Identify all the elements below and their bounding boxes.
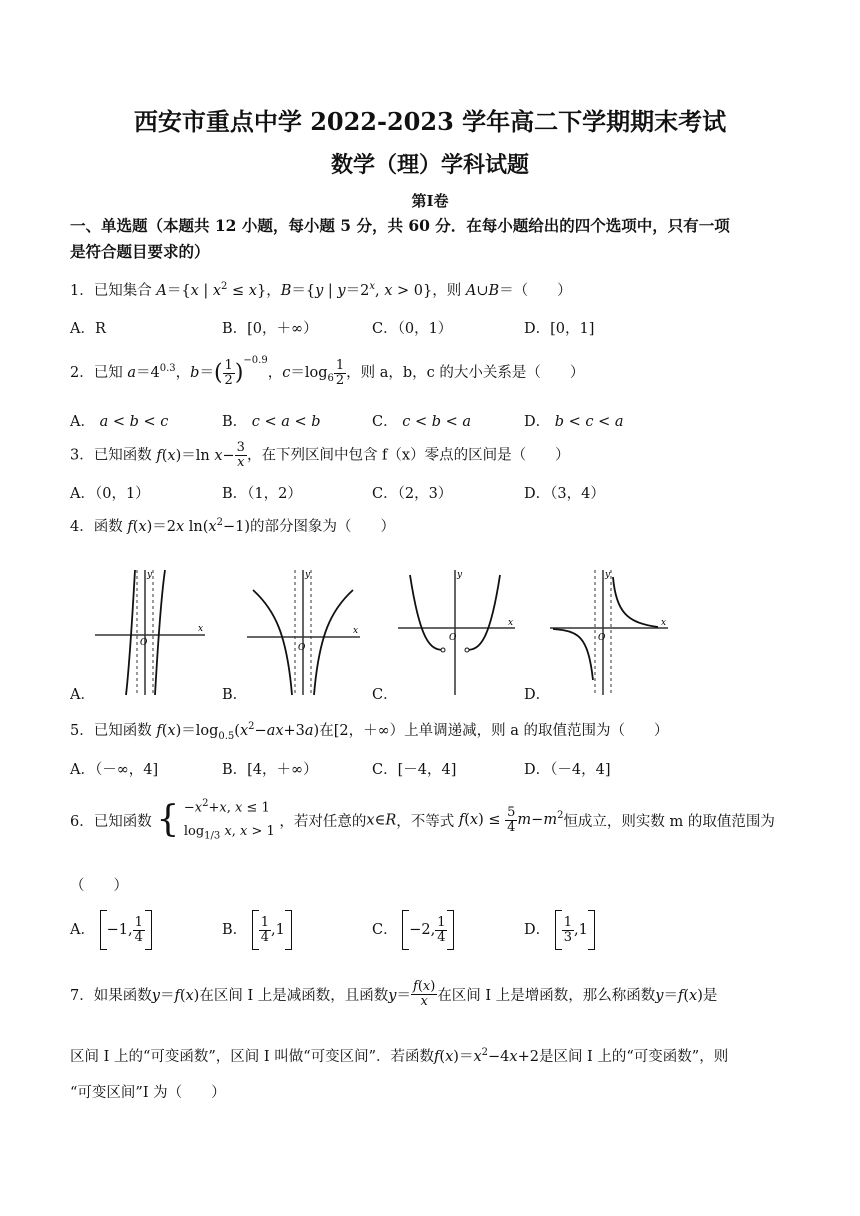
svg-text:x: x [198, 624, 204, 634]
question-7-line1: 7．如果函数y＝f(x)在区间 I 上是减函数，且函数y＝ $\frac{f(x)}{x}$ 在区间 I 上是增函数，那么称函数y＝f(x)是 [70, 979, 718, 1009]
question-7-line3: “可变区间”I 为（ ） [70, 1085, 226, 1101]
q3-option-d: D．（3，4） [524, 486, 605, 502]
section-heading-line1: 一、单选题（本题共 12 小题，每小题 5 分，共 60 分．在每小题给出的四个选项中，只有一项 [70, 216, 730, 235]
q6-paren: （ ） [70, 878, 128, 894]
page-subtitle: 数学（理）学科试题 [330, 152, 529, 178]
q6-option-c: C． −2, $\frac{1}{4}$ [372, 910, 454, 950]
svg-text:O: O [598, 633, 606, 643]
question-5: 5．已知函数 $f(x)=\log_{0.5}(x^2-ax+3a)$在[2，＋∞）上单调递减，则 a 的取值范围为（ ） [70, 721, 669, 742]
q1-option-b: B．[0，＋∞） [222, 321, 318, 337]
q3-option-b: B．（1，2） [222, 486, 302, 502]
q1-option-c: C．（0，1） [372, 321, 453, 337]
q1-option-a: A．R [70, 321, 106, 337]
svg-text:O: O [140, 638, 148, 648]
section-heading-line2: 是符合题目要求的） [70, 242, 210, 261]
svg-text:y: y [147, 570, 153, 580]
svg-text:x: x [353, 626, 359, 636]
question-2: 2．已知 $a=4^{0.3}$，b＝( $\frac{1}{2}$ )$^{-0.9}$，$c=\log_6$ $\frac{1}{2}$ ，则 a，b，c 的大小关系是（ ） [70, 355, 585, 388]
question-7-line2: 区间 I 上的“可变函数”，区间 I 叫做“可变区间”．若函数$f(x)=x^2-4x+2$是区间 I 上的“可变函数”，则 [70, 1047, 729, 1065]
page-title: 西安市重点中学 2022-2023 学年高二下学期期末考试 [133, 107, 727, 136]
q3-option-c: C．（2，3） [372, 486, 453, 502]
q6-option-a: A． −1, $\frac{1}{4}$ [70, 910, 152, 950]
svg-text:x: x [661, 618, 667, 628]
svg-text:y: y [457, 570, 463, 580]
q2-option-b: B． c < a < b [222, 414, 321, 430]
question-1: 1．已知集合 A＝{x | $x^2 \le x$}，B＝{y | $y=2^x$, x > 0}，则 A∪B＝（ ） [70, 281, 572, 299]
q4-option-c: C． [372, 687, 398, 703]
q6-option-d: D． $\frac{1}{3}$ ,1 [524, 910, 595, 950]
question-6: 6．已知函数 { $-x^2+x$, x ≤ 1 $\log_{1/3} x$, x > 1 ，若对任意的x∈R，不等式 f(x) ≤ $\frac{5}{4}$ $m-m^2$恒成立，则实数 m 的取值范围为 [70, 792, 775, 849]
graph-b [245, 565, 365, 700]
svg-text:O: O [298, 643, 306, 653]
q2-option-c: C． c < b < a [372, 414, 472, 430]
q1-set-a: A＝{x | $x^2 \le x$}，B＝{y | $y=2^x$, x > 0} [156, 281, 433, 299]
q2-option-a: A． a < b < c [70, 414, 169, 430]
graph-a [90, 565, 210, 700]
q4-option-b: B． [222, 687, 248, 703]
q1-option-d: D．[0，1] [524, 321, 595, 337]
q4-option-a: A． [70, 687, 95, 703]
q5-option-b: B．[4，＋∞） [222, 762, 318, 778]
q5-option-a: A．（－∞，4] [70, 762, 159, 778]
question-4: 4．函数 f(x)＝2x $\ln(x^2-1)$的部分图象为（ ） [70, 517, 396, 535]
q3-option-a: A．（0，1） [70, 486, 150, 502]
q6-piecewise: $-x^2+x$, x ≤ 1 $\log_{1/3} x$, x > 1 [183, 798, 275, 842]
svg-text:x: x [508, 618, 514, 628]
svg-text:O: O [449, 633, 457, 643]
q5-option-d: D．（－4，4] [524, 762, 611, 778]
q5-option-c: C．[－4，4] [372, 762, 457, 778]
q6-option-b: B． $\frac{1}{4}$ ,1 [222, 910, 292, 950]
volume-label: 第Ⅰ卷 [411, 192, 449, 210]
graph-d [548, 565, 673, 700]
question-3: 3．已知函数 f(x)＝ln x− $\frac{3}{x}$ ，在下列区间中包含 f（x）零点的区间是（ ） [70, 440, 570, 470]
svg-text:y: y [605, 570, 611, 580]
q2-option-d: D． b < c < a [524, 414, 624, 430]
q4-option-d: D． [524, 687, 551, 703]
svg-text:y: y [305, 570, 311, 580]
graph-c [395, 565, 520, 700]
